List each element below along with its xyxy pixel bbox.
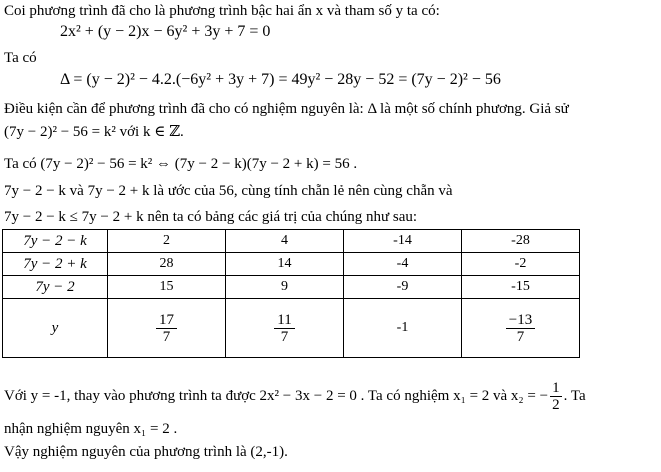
x2-fraction [550,380,562,413]
substitution-line [4,380,586,413]
table-cell: -1 [344,299,462,358]
values-table [2,229,580,358]
conclusion-line: Vậy nghiệm nguyên của phương trình là (2,-1). [4,444,288,460]
table-cell: -4 [344,253,462,276]
table-row [3,276,580,299]
table-cell: 14 [226,253,344,276]
integer-root-line: nhận nghiệm nguyên x₁ = 2 . [4,421,178,437]
intro-line: Coi phương trình đã cho là phương trình bậc hai ẩn x và tham số y ta có: [4,3,440,19]
condition-line: Điều kiện cần để phương trình đã cho có nghiệm nguyên là: Δ là một số chính phương. Giả sử [4,101,569,117]
table-cell: 15 [108,276,226,299]
row-label: y [3,299,108,358]
fraction [506,312,535,345]
table-cell: -28 [462,230,580,253]
divisor-line: 7y − 2 − k và 7y − 2 + k là ước của 56, cùng tính chẵn lẻ nên cùng chẵn và [4,183,453,199]
row-label: 7y − 2 + k [3,253,108,276]
fraction-denominator: 7 [516,328,525,345]
fraction [274,312,294,345]
fraction-numerator: 11 [274,312,294,329]
table-intro-line: 7y − 2 − k ≤ 7y − 2 + k nên ta có bảng các giá trị của chúng như sau: [4,209,418,225]
table-cell [226,299,344,358]
quadratic-equation: 2x² + (y − 2)x − 6y² + 3y + 7 = 0 [60,23,271,40]
substitution-text: Với y = -1, thay vào phương trình ta được 2x² − 3x − 2 = 0 . Ta có nghiệm x₁ = 2 và x₂ = − [4,387,549,404]
fraction-denominator: 7 [162,328,171,345]
table-cell: -15 [462,276,580,299]
row-label: 7y − 2 − k [3,230,108,253]
table-cell: -14 [344,230,462,253]
table-cell: 2 [108,230,226,253]
factor-equation-line: Ta có (7y − 2)² − 56 = k² ⇔ (7y − 2 − k)(7y − 2 + k) = 56 . [4,156,358,172]
row-label: 7y − 2 [3,276,108,299]
fraction [156,312,177,345]
ta-co-label: Ta có [4,50,37,66]
table-row [3,299,580,358]
table-cell: 28 [108,253,226,276]
table-cell: -9 [344,276,462,299]
table-row [3,253,580,276]
fraction-denominator: 7 [280,328,289,345]
fraction-denominator: 2 [552,397,560,413]
table-cell: -2 [462,253,580,276]
table-row [3,230,580,253]
fraction-numerator: 17 [156,312,177,329]
fraction-numerator: −13 [506,312,535,329]
discriminant-equation: Δ = (y − 2)² − 4.2.(−6y² + 3y + 7) = 49y² − 28y − 52 = (7y − 2)² − 56 [60,71,501,88]
table-cell [108,299,226,358]
substitution-tail: . Ta [563,387,586,404]
table-cell [462,299,580,358]
table-cell: 4 [226,230,344,253]
fraction-numerator: 1 [552,380,560,396]
assumption-line: (7y − 2)² − 56 = k² với k ∈ ℤ. [4,124,184,140]
table-cell: 9 [226,276,344,299]
